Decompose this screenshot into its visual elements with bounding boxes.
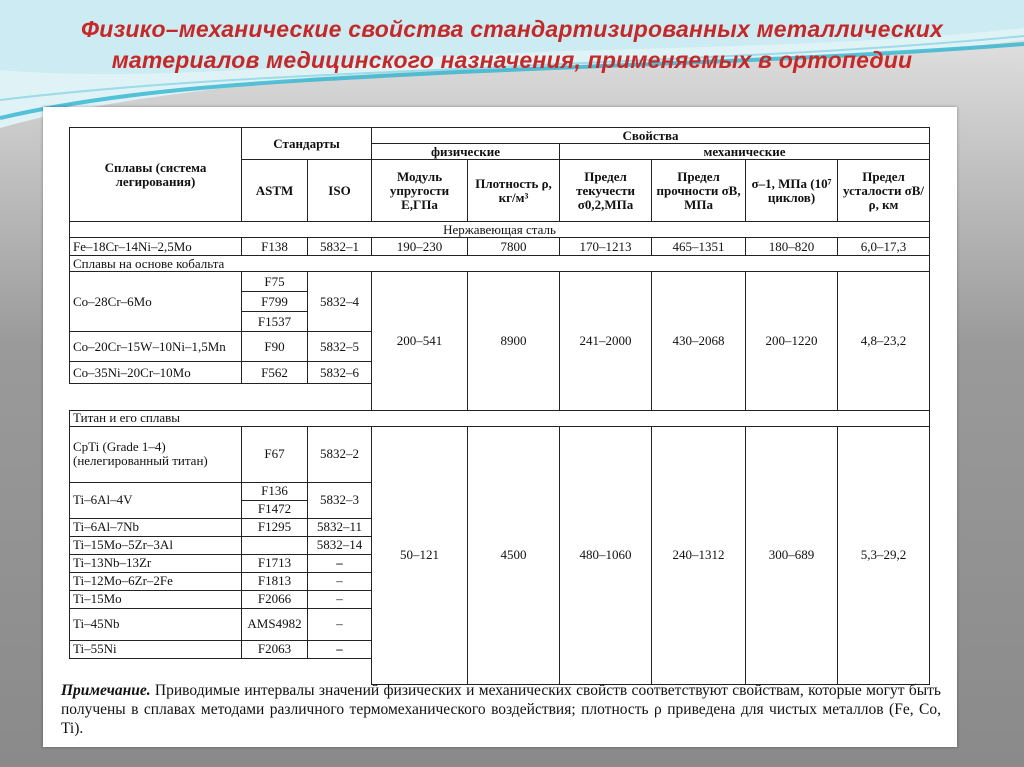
note-label: Примечание. [61, 682, 151, 699]
table-row: Ti–12Mo–6Zr–2Fe F1813 – [70, 572, 930, 590]
slide-title [0, 14, 1024, 76]
slide-title-line2: материалов медицинского назначения, применяемых в ортопедии [111, 47, 913, 73]
table-row: Co–35Ni–20Cr–10Mo F562 5832–6 [70, 362, 930, 384]
table-row: Fe–18Cr–14Ni–2,5Mo F138 5832–1 190–230 7800 170–1213 465–1351 180–820 6,0–17,3 [70, 238, 930, 256]
table-row: Co–28Cr–6Mo F75 5832–4 200–541 8900 241–2000 430–2068 200–1220 4,8–23,2 [70, 272, 930, 292]
header-density: Плотность ρ, кг/м³ [468, 160, 560, 222]
header-astm: ASTM [242, 160, 308, 222]
table-row: Ti–15Mo–5Zr–3Al 5832–14 [70, 536, 930, 554]
section-cobalt: Сплавы на основе кобальта [70, 256, 930, 272]
section-titanium: Титан и его сплавы [70, 410, 930, 426]
header-yield: Предел текучести σ0,2,МПа [560, 160, 652, 222]
table-row: Ti–6Al–4V F136 5832–3 [70, 482, 930, 500]
table-row: Co–20Cr–15W–10Ni–1,5Mn F90 5832–5 [70, 332, 930, 362]
table-row: Ti–6Al–7Nb F1295 5832–11 [70, 518, 930, 536]
table-row: F799 [70, 292, 930, 312]
table-row: F1472 [70, 500, 930, 518]
table-row: Ti–55Ni F2063 – [70, 640, 930, 658]
table-row: Ti–13Nb–13Zr F1713 – [70, 554, 930, 572]
document-page [43, 107, 957, 747]
table-row: Ti–15Mo F2066 – [70, 590, 930, 608]
header-modulus: Модуль упругости Е,ГПа [372, 160, 468, 222]
table-note [61, 681, 941, 738]
header-strength: Предел прочности σB, МПа [652, 160, 746, 222]
table-row: CpTi (Grade 1–4) (нелегированный титан) F67 5832–2 50–121 4500 480–1060 240–1312 300–689 5,3–29,2 [70, 426, 930, 482]
table-row: F1537 [70, 312, 930, 332]
header-mechanical: механические [560, 144, 930, 160]
header-physical: физические [372, 144, 560, 160]
header-standards: Стандарты [242, 128, 372, 160]
header-properties: Свойства [372, 128, 930, 144]
properties-table [69, 127, 930, 685]
header-fatigue: σ–1, МПа (10⁷ циклов) [746, 160, 838, 222]
note-text: Приводимые интервалы значений физических и механических свойств соответствуют свойствам, которые могут быть получены в сплавах методами различного термомеханического воздействия; плотность ρ приведена для чистых металлов (Fe, Co, Ti). [61, 682, 941, 737]
header-alloys: Сплавы (система легирования) [70, 128, 242, 222]
header-fatigue-ratio: Предел усталости σB/ρ, км [838, 160, 930, 222]
table-row: Ti–45Nb AMS4982 – [70, 608, 930, 640]
section-stainless: Нержавеющая сталь [70, 222, 930, 238]
header-iso: ISO [308, 160, 372, 222]
slide-title-line1: Физико–механические свойства стандартизированных металлических [81, 16, 943, 42]
